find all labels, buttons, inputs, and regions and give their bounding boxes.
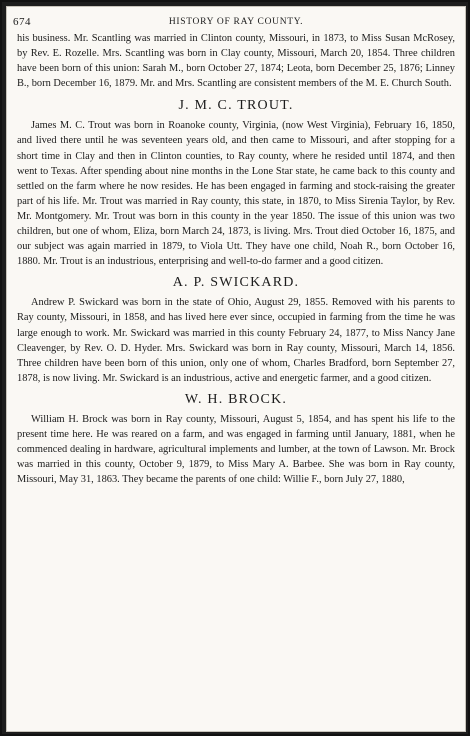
page-number: 674 xyxy=(13,16,31,28)
page-body xyxy=(7,31,465,487)
running-title: HISTORY OF RAY COUNTY. xyxy=(168,17,304,27)
book-page xyxy=(6,6,466,732)
running-header xyxy=(7,7,465,31)
paragraph-brock: William H. Brock was born in Ray county, Missouri, August 5, 1854, and has spent his life to the present time here. He was reared on a farm, and was engaged in farming until January, 1881, when he commenced dealing in hardware, agricultural implements and lumber, at the town of Lawson. Mr. Brock was married in this county, October 9, 1879, to Miss Mary A. Barbee. She was born in Ray county, Missouri, May 31, 1863. They became the parents of one child: Willie F., born July 27, 1880, xyxy=(17,413,455,486)
heading-swickard: A. P. SWICKARD. xyxy=(172,275,300,291)
paragraph-scantling-continued: his business. Mr. Scantling was married in Clinton county, Missouri, in 1873, to Miss Susan McRosey, by Rev. E. Rozelle. Mrs. Scantling was born in Clay county, Missouri, March 20, 1854. Three children have been born of this union: Sarah M., born October 27, 1874; Leota, born December 25, 1876; Linney B., born December 16, 1879. Mr. and Mrs. Scantling are consistent members of the M. E. Church South. xyxy=(17,33,455,90)
heading-brock: W. H. BROCK. xyxy=(184,391,288,407)
paragraph-swickard: Andrew P. Swickard was born in the state of Ohio, August 29, 1855. Removed with his parents to Ray county, Missouri, in 1858, and has lived here ever since, occupied in farming from the time he was large enough to work. Mr. Swickard was married in this county February 24, 1877, to Miss Nancy Jane Cleavenger, by Rev. O. D. Hyder. Mrs. Swickard was born in Ray county, Missouri, March 14, 1856. Three children have been born of this union, only one of whom, Charles Bradford, born September 27, 1878, is now living. Mr. Swickard is an industrious, active and energetic farmer, and a good citizen. xyxy=(17,297,455,384)
heading-trout: J. M. C. TROUT. xyxy=(178,98,294,114)
paragraph-trout: James M. C. Trout was born in Roanoke county, Virginia, (now West Virginia), February 16, 1850, and lived there until he was seventeen years old, and then came to Missouri, and after stopping for a short time in Clay and then in Clinton counties, to Ray county, where he resided until 1874, and then went to Texas. After spending about nine months in the Lone Star state, he came back to this county and settled on the farm where he now resides. He has been engaged in farming and stock-raising the greater part of his life. Mr. Trout was married in Ray county, this state, in 1870, to Miss Sirenia Taylor, by Rev. Mr. Montgomery. Mr. Trout was born in this county in the year 1850. The issue of this union was two children, but one of whom, Eliza, born March 24, 1873, is living. Mrs. Trout died October 16, 1875, and our subject was again married in 1879, to Viola Utt. They have one child, Noah R., born October 16, 1880. Mr. Trout is an industrious, enterprising and well-to-do farmer and a good citizen. xyxy=(17,120,455,268)
